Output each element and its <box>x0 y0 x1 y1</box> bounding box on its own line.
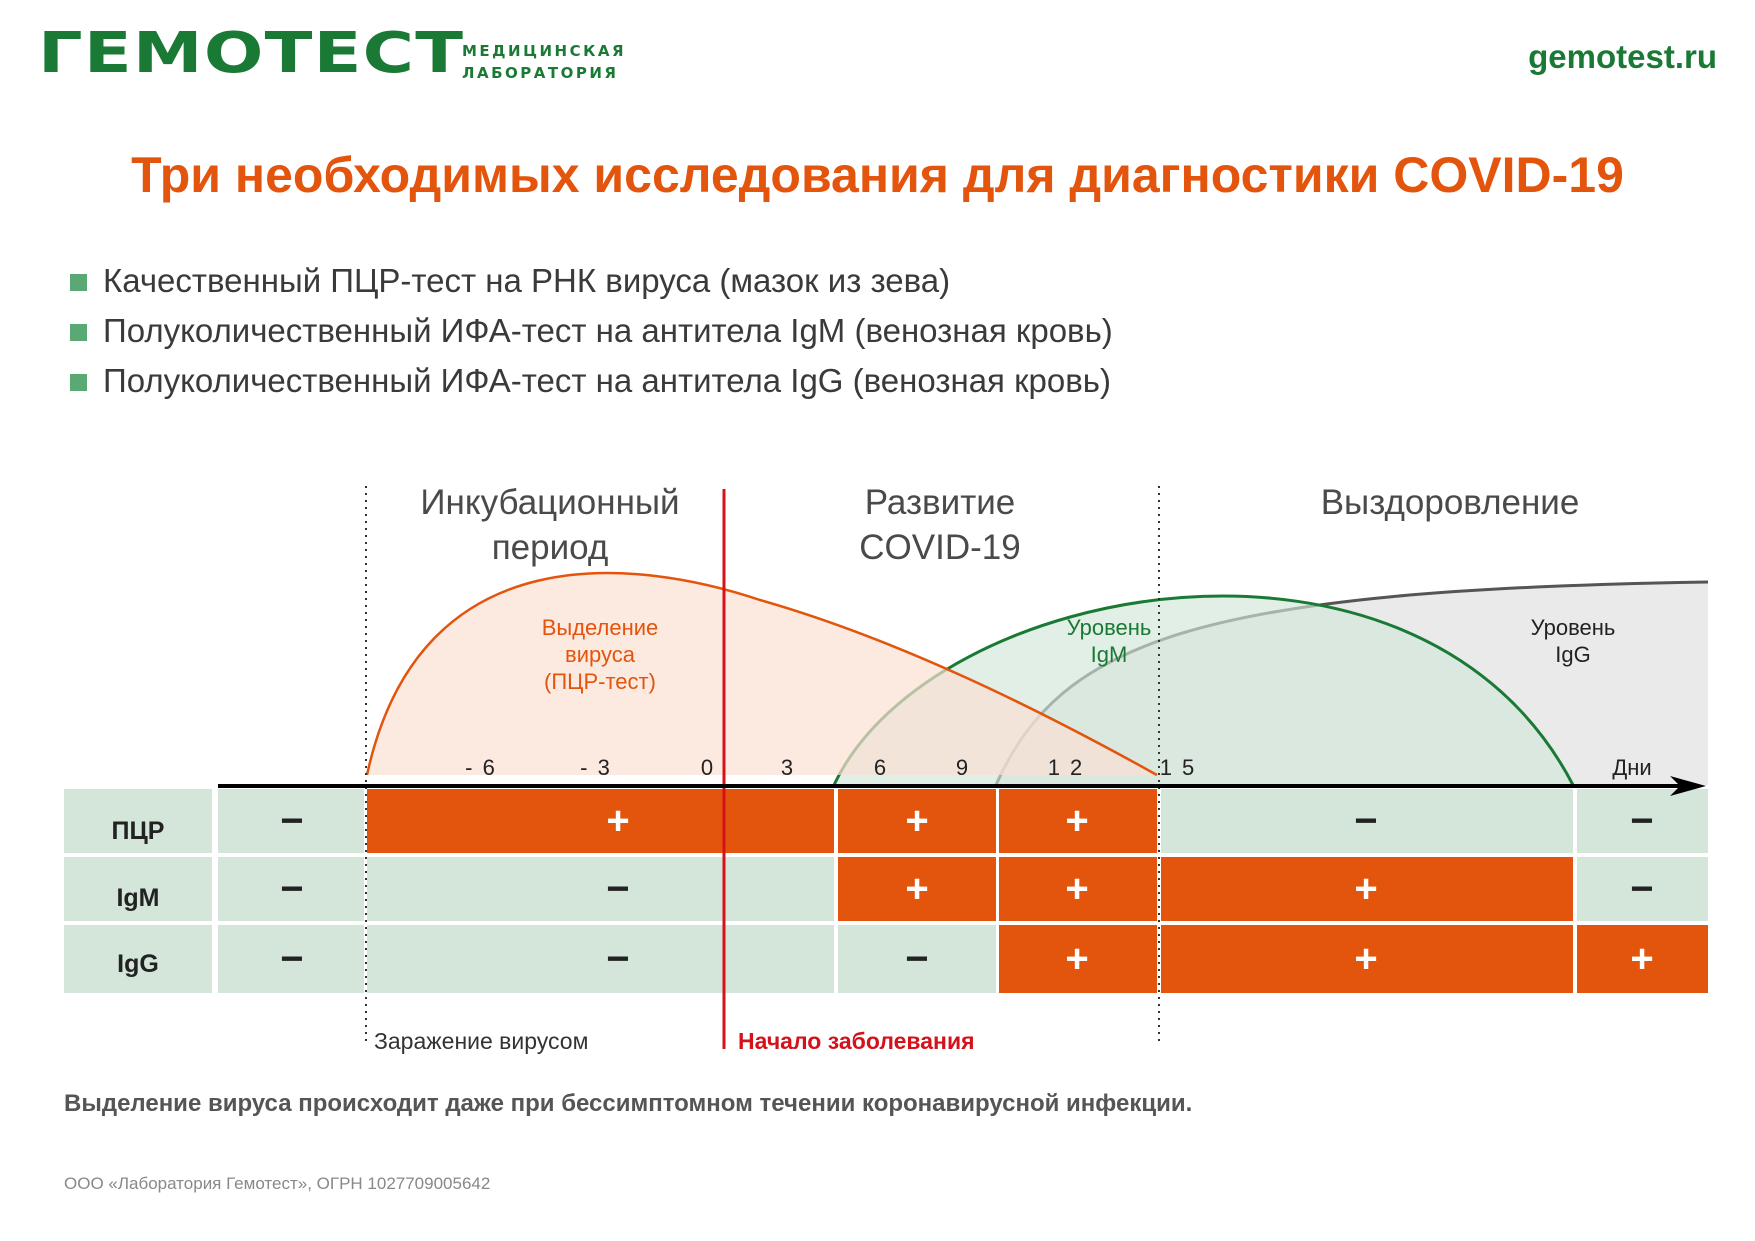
sign-plus: + <box>1065 799 1089 843</box>
phase-incubation-line-1: Инкубационный <box>420 483 680 522</box>
list-item-text: Полуколичественный ИФА-тест на антитела IgG (венозная кровь) <box>103 362 1111 399</box>
sign-minus: − <box>280 799 304 843</box>
sign-plus: + <box>1065 867 1089 911</box>
row-label-igg: IgG <box>117 950 159 978</box>
sign-plus: + <box>1065 937 1089 981</box>
sign-minus: − <box>280 867 304 911</box>
axis-unit-label: Дни <box>1612 755 1652 780</box>
phase-incubation-line-2: период <box>491 528 609 567</box>
footnote: Выделение вируса происходит даже при бессимптомном течении коронавирусной инфекции. <box>64 1090 1193 1117</box>
list-item-text: Полуколичественный ИФА-тест на антитела IgM (венозная кровь) <box>103 312 1113 349</box>
sign-minus: − <box>1354 799 1378 843</box>
phase-recovery-label: Выздоровление <box>1320 483 1580 522</box>
sign-minus: − <box>606 937 630 981</box>
sign-plus: + <box>1354 937 1378 981</box>
igg-curve-label <box>1503 614 1643 668</box>
sign-minus: − <box>1630 799 1654 843</box>
legal-notice: ООО «Лаборатория Гемотест», ОГРН 1027709005642 <box>64 1174 491 1193</box>
pcr-curve-label <box>500 614 700 695</box>
phase-development-line-1: Развитие <box>864 483 1016 522</box>
onset-label: Начало заболевания <box>738 1028 975 1054</box>
phase-development <box>800 480 1080 570</box>
sign-minus: − <box>1630 867 1654 911</box>
sign-plus: + <box>1630 937 1654 981</box>
sign-minus: − <box>280 937 304 981</box>
infection-label: Заражение вирусом <box>374 1028 589 1054</box>
tick-label: - 3 <box>580 755 612 780</box>
tick-label: 1 5 <box>1159 755 1197 780</box>
sign-minus: − <box>606 867 630 911</box>
phase-incubation <box>400 480 700 570</box>
tick-label: 6 <box>873 755 889 780</box>
pcr-curve-label-line-1: Выделение <box>541 615 659 640</box>
page-title: Три необходимых исследования для диагностики COVID-19 <box>131 147 1624 203</box>
phase-development-line-2: COVID-19 <box>859 528 1021 567</box>
igg-curve-label-line-1: Уровень <box>1530 615 1616 640</box>
phase-recovery <box>1250 480 1650 525</box>
tick-label: - 6 <box>465 755 497 780</box>
row-label-pcr: ПЦР <box>111 817 165 845</box>
logo-subtitle-line-2: ЛАБОРАТОРИЯ <box>462 64 619 82</box>
sign-plus: + <box>905 867 929 911</box>
logo-subtitle-line-1: МЕДИЦИНСКАЯ <box>462 42 627 60</box>
igg-curve-label-line-2: IgG <box>1555 642 1591 667</box>
website-link[interactable]: gemotest.ru <box>1528 38 1717 75</box>
igm-curve-label <box>1039 614 1179 668</box>
list-item-text: Качественный ПЦР-тест на РНК вируса (мазок из зева) <box>103 262 951 299</box>
tick-label: 0 <box>700 755 716 780</box>
pcr-curve-label-line-2: вируса <box>565 642 635 667</box>
row-label-igm: IgM <box>116 884 160 912</box>
igm-curve-label-line-2: IgM <box>1090 642 1128 667</box>
brand-logo: ГЕМОТЕСТ <box>38 21 465 86</box>
tick-label: 1 2 <box>1047 755 1085 780</box>
sign-plus: + <box>905 799 929 843</box>
sign-minus: − <box>905 937 929 981</box>
tick-label: 9 <box>955 755 971 780</box>
sign-plus: + <box>606 799 630 843</box>
igm-curve-label-line-1: Уровень <box>1066 615 1152 640</box>
pcr-curve-label-line-3: (ПЦР-тест) <box>544 669 656 694</box>
sign-plus: + <box>1354 867 1378 911</box>
tick-label: 3 <box>780 755 796 780</box>
